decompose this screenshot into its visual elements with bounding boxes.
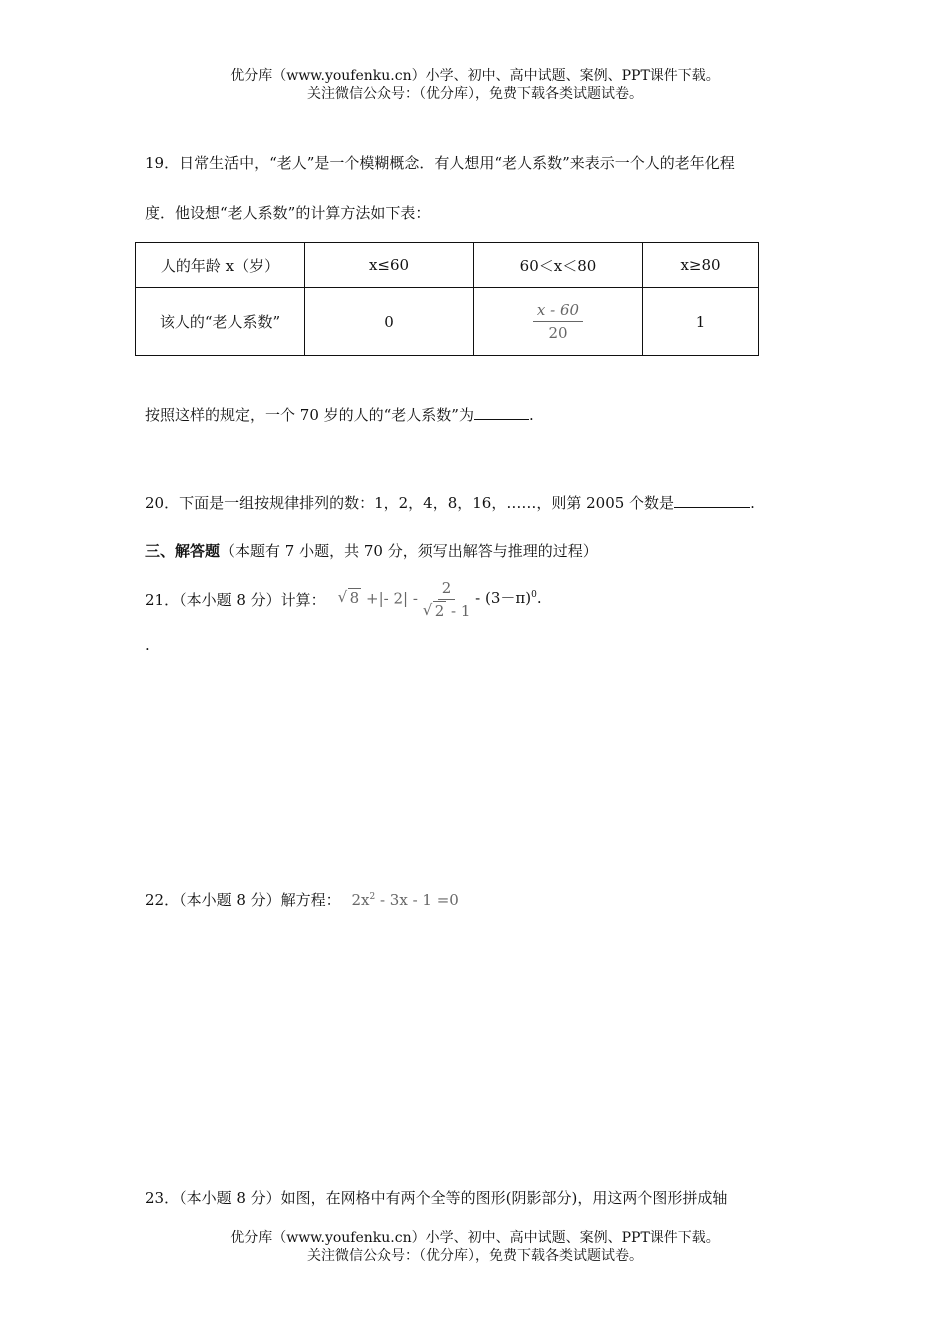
q21-exponent: 0 [531,590,537,600]
q21-end: . [536,589,542,607]
denominator-rest: - 1 [446,601,471,620]
q19-line-2: 度．他设想“老人系数”的计算方法如下表： [145,204,431,222]
q20-end: . [750,494,755,512]
table-cell-value-0: 0 [305,288,474,356]
q19-end: . [528,406,534,424]
table-value-row [136,288,759,356]
q21-line [145,577,542,621]
fraction-x-minus-60-over-20 [533,301,583,342]
sqrt-argument: 2 [434,601,445,620]
q19-line-1: 19．日常生活中，“老人”是一个模糊概念．有人想用“老人系数”来表示一个人的老年化程 [145,154,735,172]
fraction-2-over-sqrt2-minus-1 [423,579,471,620]
table-cell-60-80: 60＜x＜80 [474,243,643,288]
q21-dot: . [145,636,150,654]
section-3-note: （本题有 7 小题，共 70 分，须写出解答与推理的过程） [220,542,598,560]
fraction-numerator: x - 60 [533,301,583,322]
q19-question-text: 按照这样的规定，一个 70 岁的人的“老人系数”为 [145,406,474,424]
q21-expression [338,579,542,620]
page-header [0,67,950,103]
page-footer [0,1229,950,1265]
fraction-denominator [423,600,471,620]
q23-line: 23．（本小题 8 分）如图，在网格中有两个全等的图形(阴影部分)，用这两个图形拼成轴 [145,1189,728,1207]
q22-equation [351,891,458,909]
equation-term-b: - 3x - 1 =0 [375,891,459,909]
table-cell-coef-label: 该人的“老人系数” [136,288,305,356]
sqrt-argument: 8 [349,589,360,607]
answer-blank [474,405,529,420]
table-cell-value-fraction [474,288,643,356]
q21-abs-term: +|- 2| - [366,589,418,607]
header-line-1: 优分库（www.youfenku.cn）小学、初中、高中试题、案例、PPT课件下载。 [230,68,720,84]
fraction-denominator: 20 [548,324,568,342]
equation-exponent: 2 [369,892,376,902]
q20-line [145,492,755,513]
sqrt-2 [423,602,447,620]
section-3-title: 三、解答题 [145,542,221,560]
q22-line [145,889,459,910]
table-cell-le60: x≤60 [305,243,474,288]
q21-tail [475,589,541,607]
q22-prefix: 22．（本小题 8 分）解方程： [145,891,341,909]
table-header-row [136,243,759,288]
radical-icon: √ [422,600,433,619]
footer-line-1: 优分库（www.youfenku.cn）小学、初中、高中试题、案例、PPT课件下载。 [230,1230,720,1246]
q21-prefix: 21．（本小题 8 分）计算： [145,590,326,609]
q20-text: 20．下面是一组按规律排列的数：1，2，4，8，16，……，则第 2005 个数是 [145,494,675,512]
table-cell-value-1: 1 [643,288,759,356]
section-3-heading [145,540,598,561]
equation-term-a: 2x [351,891,370,909]
header-line-2: 关注微信公众号：（优分库），免费下载各类试题试卷。 [307,86,643,102]
answer-blank [674,493,750,508]
radical-icon: √ [337,588,348,606]
table-cell-age-label: 人的年龄 x（岁） [136,243,305,288]
footer-line-2: 关注微信公众号：（优分库），免费下载各类试题试卷。 [307,1248,643,1264]
q19-question [145,404,534,425]
sqrt-8 [338,589,362,607]
coefficient-table [135,242,759,356]
fraction-numerator: 2 [438,579,456,600]
table-cell-ge80: x≥80 [643,243,759,288]
q21-tail-text: - (3－π) [475,589,532,607]
